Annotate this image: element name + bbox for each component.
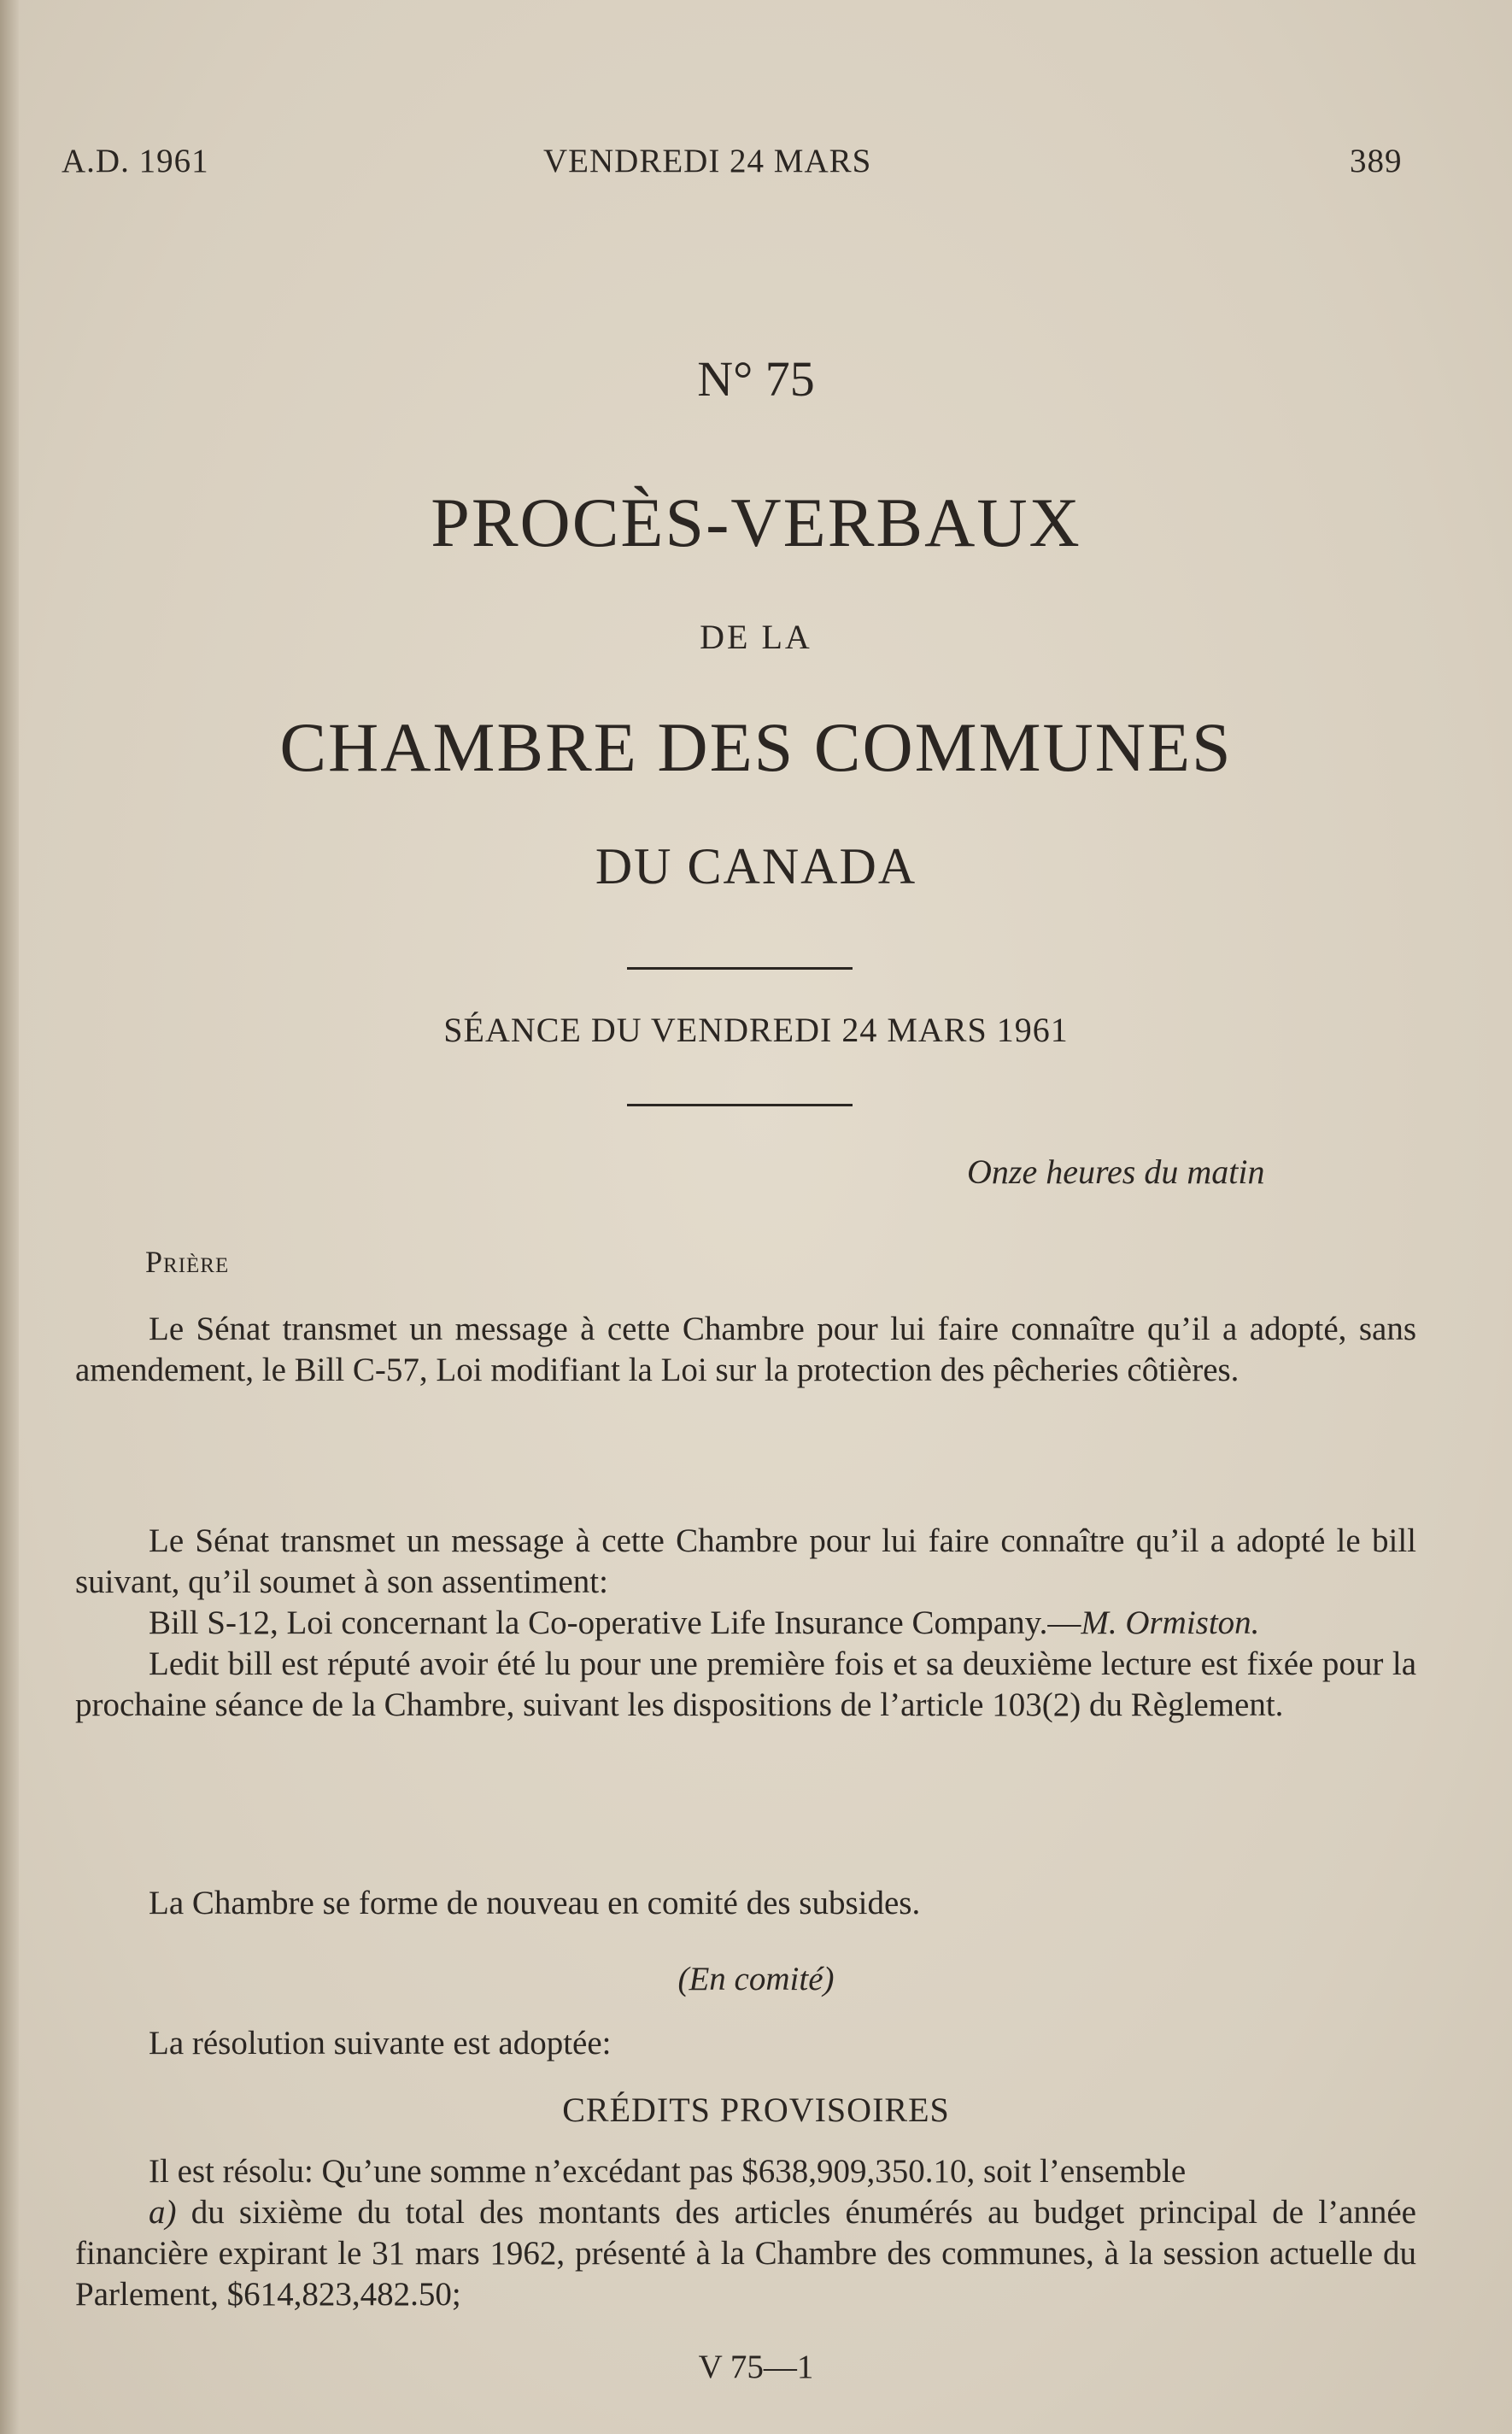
in-committee-label: (En comité): [677, 1961, 835, 1997]
page-number: 389: [1350, 143, 1403, 179]
divider-top: [627, 967, 853, 970]
item-a-text: du sixième du total des montants des articles énumérés au budget principal de l’année financière expirant le 31 mars 1962, présenté à la Chambre des communes, à la session actuelle du Parlement, $614,823,482.50;: [75, 2194, 1416, 2313]
header-date: VENDREDI 24 MARS: [543, 143, 872, 179]
item-a: [75, 2192, 1416, 2315]
bill-sponsor: M. Ormiston.: [1081, 1604, 1260, 1641]
issue-number: N° 75: [697, 351, 815, 407]
paragraph-senate-message-2: [75, 1521, 1416, 1726]
paragraph-committee: [75, 1883, 1416, 1924]
title-chambre: CHAMBRE DES COMMUNES: [279, 708, 1233, 786]
paragraph-text: Le Sénat transmet un message à cette Chambre pour lui faire connaître qu’il a adopté le bill suivant, qu’il soumet à son assentiment:: [75, 1522, 1416, 1600]
paragraph-text: Le Sénat transmet un message à cette Chambre pour lui faire connaître qu’il a adopté, sans amendement, le Bill C-57, Loi modifiant la Loi sur la protection des pêcheries côtières.: [75, 1311, 1416, 1388]
title-du-canada: DU CANADA: [595, 838, 917, 894]
paragraph-text: Il est résolu: Qu’une somme n’excédant pas $638,909,350.10, soit l’ensemble: [149, 2153, 1187, 2190]
session-time: Onze heures du matin: [967, 1152, 1265, 1191]
bill-s12-text: Bill S-12, Loi concernant la Co-operative Life Insurance Company.—: [149, 1604, 1081, 1641]
heading-credits: CRÉDITS PROVISOIRES: [562, 2091, 950, 2129]
paragraph-senate-message-1: [75, 1309, 1416, 1391]
paragraph-resolution: [75, 2151, 1416, 2315]
bill-s12-line: [75, 1603, 1416, 1644]
item-a-label: a): [149, 2194, 177, 2231]
paragraph-resolution-intro: [75, 2023, 1416, 2064]
session-title: SÉANCE DU VENDREDI 24 MARS 1961: [443, 1011, 1069, 1049]
paragraph-text: La Chambre se forme de nouveau en comité des subsides.: [149, 1885, 921, 1921]
paragraph-text: La résolution suivante est adoptée:: [149, 2025, 612, 2062]
divider-bottom: [627, 1104, 853, 1106]
footer-signature: V 75—1: [698, 2349, 814, 2385]
paragraph-reading-text: Ledit bill est réputé avoir été lu pour une première fois et sa deuxième lecture est fixée pour la prochaine séance de la Chambre, suivant les dispositions de l’article 103(2) du Règlement.: [75, 1645, 1416, 1723]
prayer-heading: Prière: [145, 1245, 230, 1279]
header-year: A.D. 1961: [62, 143, 209, 179]
title-proces-verbaux: PROCÈS-VERBAUX: [431, 484, 1081, 561]
title-de-la: DE LA: [700, 618, 812, 656]
